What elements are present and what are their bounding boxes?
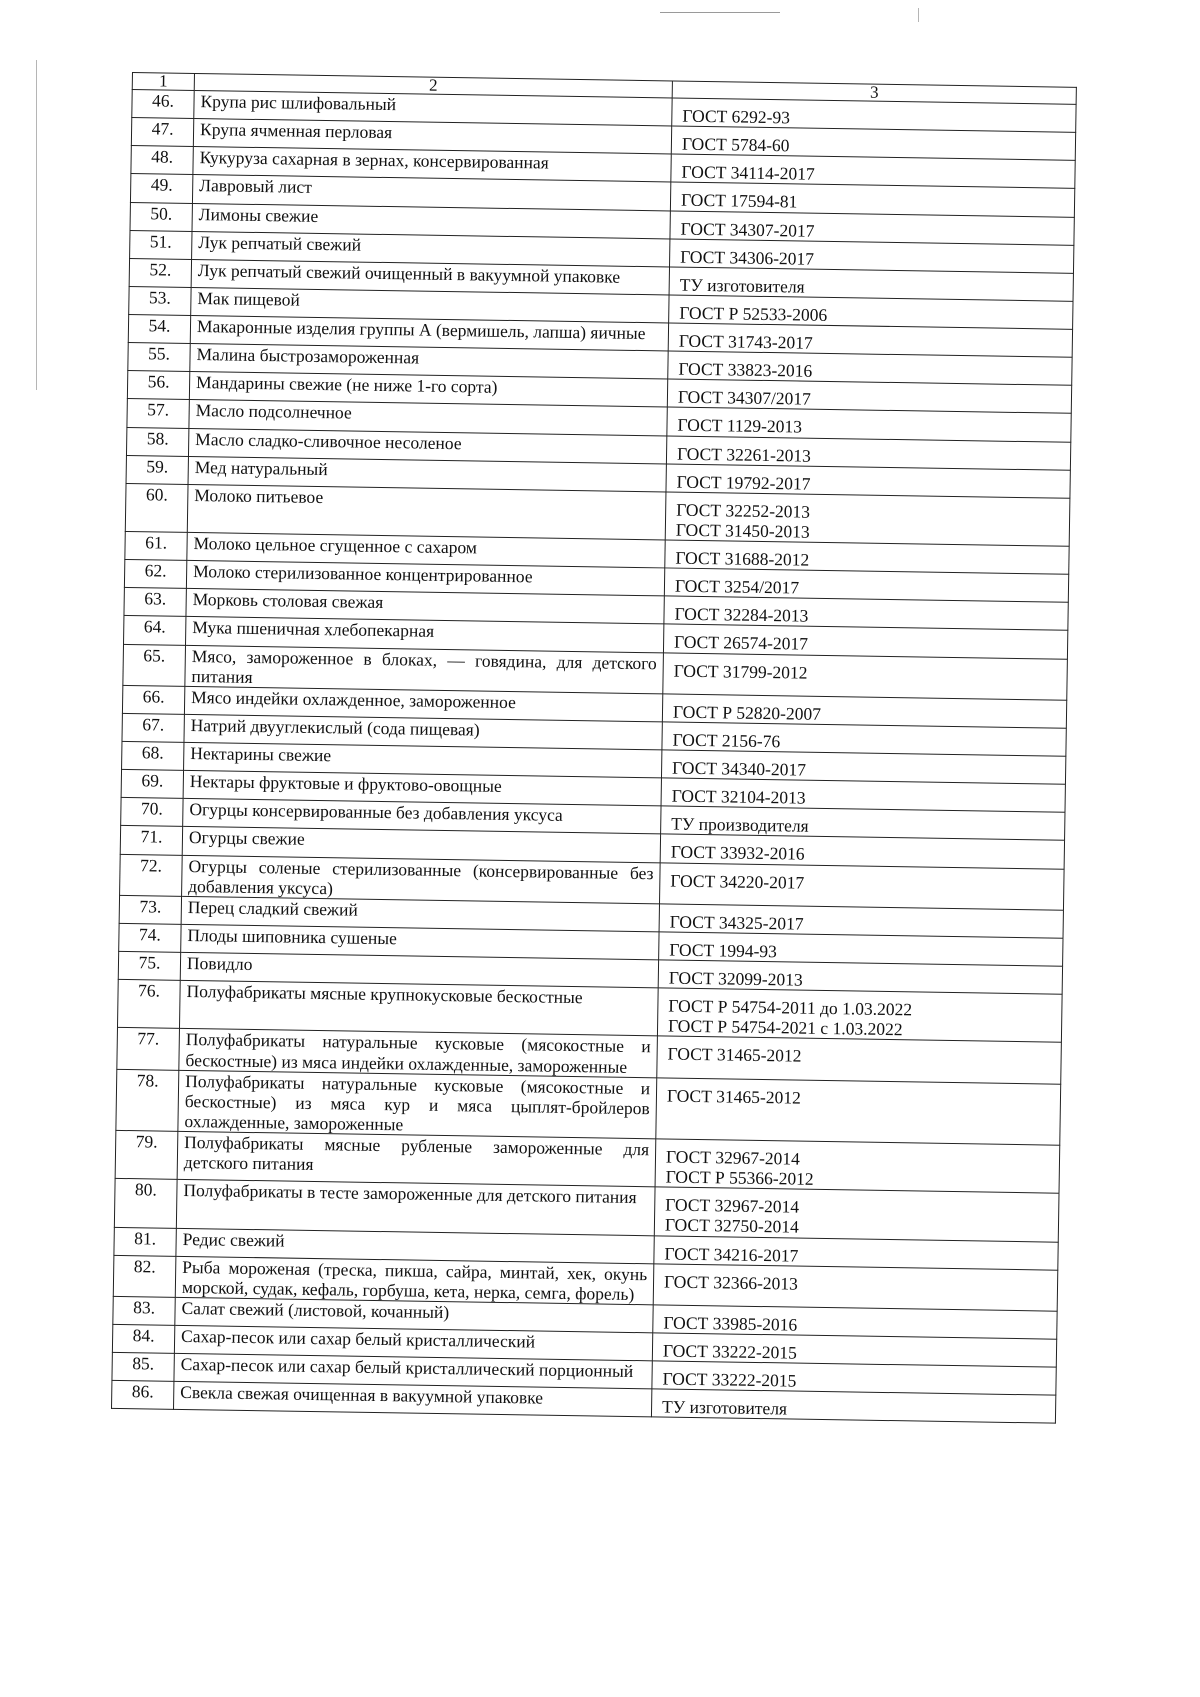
scan-artifact xyxy=(36,60,37,390)
product-name: Рыба мороженая (треска, пикша, сайра, минтай, хек, окунь морской, судак, кефаль, горбуша, кета, нерка, семга, форель) xyxy=(175,1256,654,1305)
column-header-number: 1 xyxy=(132,73,194,91)
standard-code: ГОСТ 34340-2017 xyxy=(671,757,807,780)
standard-code: ГОСТ 31688-2012 xyxy=(675,547,810,570)
row-number: 74. xyxy=(119,923,181,952)
column-header-name: 2 xyxy=(194,73,672,98)
standard-code: ТУ изготовителя xyxy=(661,1396,788,1419)
row-number: 53. xyxy=(129,286,191,315)
standard-code: ГОСТ 5784-60 xyxy=(681,133,790,156)
table-wrapper xyxy=(111,72,1077,1424)
row-number: 66. xyxy=(122,685,184,714)
row-number: 63. xyxy=(124,588,186,617)
product-name: Перец сладкий свежий xyxy=(181,896,659,932)
product-name: Молоко цельное сгущенное с сахаром xyxy=(187,532,665,568)
column-header-standard: 3 xyxy=(672,81,1076,104)
product-name: Редис свежий xyxy=(176,1228,654,1264)
standard-code: ТУ изготовителя xyxy=(679,274,805,297)
standard-code: ГОСТ 31465-2012 xyxy=(667,1043,802,1067)
product-name: Морковь столовая свежая xyxy=(186,589,664,625)
product-name: Натрий двууглекислый (сода пищевая) xyxy=(184,714,662,750)
standard-code: ГОСТ 34325-2017 xyxy=(669,911,804,934)
scan-artifact xyxy=(918,8,919,22)
standard-cell xyxy=(657,1036,1062,1084)
product-name: Огурцы соленые стерилизованные (консервированные без добавления уксуса) xyxy=(182,855,661,904)
standard-cell xyxy=(660,862,1065,910)
standard-code: ГОСТ 32261-2013 xyxy=(676,443,812,466)
standard-code: ГОСТ 2156-76 xyxy=(672,729,781,752)
standard-code: ГОСТ 32104-2013 xyxy=(671,785,806,808)
row-number: 64. xyxy=(124,616,186,645)
standard-code: ГОСТ 17594-81 xyxy=(680,190,798,212)
product-name: Малина быстрозамороженная xyxy=(190,344,668,380)
product-name: Плоды шиповника сушеные xyxy=(181,924,659,960)
standard-code: ГОСТ 34307-2017 xyxy=(680,218,815,241)
standard-code: ГОСТ 32284-2013 xyxy=(674,603,809,626)
standard-code: ГОСТ 34216-2017 xyxy=(664,1243,799,1266)
product-name: Крупа ячменная перловая xyxy=(193,119,671,155)
product-name: Макаронные изделия группы А (вермишель, лапша) яичные xyxy=(190,315,668,351)
standard-cell xyxy=(655,1139,1060,1194)
standard-code: ГОСТ 1129-2013 xyxy=(677,414,803,437)
standard-cell xyxy=(656,1077,1061,1145)
standard-code: ГОСТ 34114-2017 xyxy=(681,161,815,184)
standard-code: ГОСТ Р 52820-2007 xyxy=(672,701,822,724)
standard-code: ТУ производителя xyxy=(671,813,809,836)
row-number: 52. xyxy=(129,258,191,287)
product-name: Салат свежий (листовой, кочанный) xyxy=(175,1297,653,1333)
row-number: 86. xyxy=(112,1381,174,1410)
standard-code: ГОСТ 6292-93 xyxy=(682,105,791,128)
product-name: Полуфабрикаты мясные крупнокусковые бескостные xyxy=(179,980,658,1036)
row-number: 78. xyxy=(116,1069,179,1131)
row-number: 68. xyxy=(122,741,184,770)
standard-code: ГОСТ 33932-2016 xyxy=(670,841,805,865)
row-number: 75. xyxy=(118,951,180,980)
row-number: 71. xyxy=(120,826,182,855)
product-name: Молоко питьевое xyxy=(187,484,666,540)
standard-code: ГОСТ 31450-2013 xyxy=(675,519,810,542)
row-number: 72. xyxy=(120,854,183,896)
product-name: Кукуруза сахарная в зернах, консервированная xyxy=(193,147,671,183)
product-name: Свекла свежая очищенная в вакуумной упаковке xyxy=(173,1382,651,1418)
row-number: 70. xyxy=(121,798,183,827)
product-name: Полуфабрикаты в тесте замороженные для детского питания xyxy=(176,1180,655,1236)
product-name: Лимоны свежие xyxy=(192,203,670,239)
product-name: Сахар-песок или сахар белый кристаллический xyxy=(174,1325,652,1361)
table-body xyxy=(112,90,1077,1424)
row-number: 56. xyxy=(127,371,189,400)
product-name: Крупа рис шлифовальный xyxy=(194,90,672,126)
product-name: Огурцы свежие xyxy=(182,827,660,863)
product-name: Полуфабрикаты натуральные кусковые (мясокостные и бескостные) из мяса кур и мяса цыплят-бройлеров охлажденные, замороженные xyxy=(178,1070,657,1139)
row-number: 67. xyxy=(122,713,184,742)
row-number: 50. xyxy=(130,202,192,231)
row-number: 69. xyxy=(121,770,183,799)
row-number: 48. xyxy=(131,146,193,175)
row-number: 81. xyxy=(114,1227,176,1256)
standard-cell xyxy=(653,1263,1058,1311)
product-name: Полуфабрикаты натуральные кусковые (мясокостные и бескостные) из мяса индейки охлажденные, замороженные xyxy=(179,1029,658,1078)
standard-code: ГОСТ 33823-2016 xyxy=(678,358,813,381)
row-number: 54. xyxy=(128,314,190,343)
standard-code: ГОСТ Р 52533-2006 xyxy=(679,302,828,325)
row-number: 79. xyxy=(115,1130,178,1179)
product-name: Повидло xyxy=(180,952,658,988)
product-name: Молоко стерилизованное концентрированное xyxy=(186,561,664,597)
product-name: Мясо индейки охлажденное, замороженное xyxy=(184,686,662,722)
standard-cell xyxy=(651,1389,1055,1423)
product-name: Лук репчатый свежий xyxy=(192,231,670,267)
product-name: Масло подсолнечное xyxy=(189,400,667,436)
row-number: 83. xyxy=(113,1296,175,1325)
row-number: 85. xyxy=(112,1352,174,1381)
product-name: Нектарины свежие xyxy=(184,742,662,778)
product-name: Полуфабрикаты мясные рубленые замороженные для детского питания xyxy=(177,1131,656,1187)
row-number: 55. xyxy=(128,343,190,372)
standard-code: ГОСТ 34220-2017 xyxy=(670,870,805,893)
row-number: 77. xyxy=(117,1028,180,1070)
row-number: 65. xyxy=(123,644,186,686)
product-name: Сахар-песок или сахар белый кристаллический порционный xyxy=(174,1353,652,1389)
row-number: 73. xyxy=(119,895,181,924)
row-number: 61. xyxy=(125,531,187,560)
product-name: Огурцы консервированные без добавления уксуса xyxy=(183,799,661,835)
product-name: Мандарины свежие (не ниже 1-го сорта) xyxy=(189,372,667,408)
standard-code: ГОСТ 19792-2017 xyxy=(676,471,811,494)
row-number: 82. xyxy=(113,1255,176,1297)
row-number: 84. xyxy=(112,1324,174,1353)
standard-code: ГОСТ 33222-2015 xyxy=(662,1340,797,1363)
standard-code: ГОСТ 31799-2012 xyxy=(673,660,808,683)
product-name: Мед натуральный xyxy=(188,456,666,492)
product-name: Мак пищевой xyxy=(191,287,669,323)
standard-code: ГОСТ 33985-2016 xyxy=(663,1312,798,1335)
standard-cell xyxy=(657,988,1062,1043)
standard-code: ГОСТ 32967-2014 xyxy=(665,1146,801,1169)
standard-cell xyxy=(663,652,1068,700)
standard-code: ГОСТ 31743-2017 xyxy=(678,330,813,353)
standard-cell xyxy=(654,1187,1059,1242)
product-name: Нектары фруктовые и фруктово-овощные xyxy=(183,771,661,807)
row-number: 57. xyxy=(127,399,189,428)
product-name: Лук репчатый свежий очищенный в вакуумной упаковке xyxy=(191,259,669,295)
row-number: 76. xyxy=(117,980,180,1029)
standard-cell xyxy=(665,492,1070,547)
standard-code: ГОСТ 33222-2015 xyxy=(662,1368,797,1391)
row-number: 49. xyxy=(130,174,192,203)
standard-code: ГОСТ 31465-2012 xyxy=(666,1085,801,1108)
product-name: Масло сладко-сливочное несоленое xyxy=(188,428,666,464)
standard-code: ГОСТ 32750-2014 xyxy=(664,1214,799,1237)
row-number: 51. xyxy=(130,230,192,259)
row-number: 62. xyxy=(124,560,186,589)
standard-code: ГОСТ 32967-2014 xyxy=(665,1194,800,1217)
row-number: 46. xyxy=(132,90,194,119)
standard-code: ГОСТ 26574-2017 xyxy=(673,631,809,655)
product-name: Мясо, замороженное в блоках, — говядина, для детского питания xyxy=(185,645,664,694)
standard-code: ГОСТ 32252-2013 xyxy=(676,499,811,522)
standard-code: ГОСТ Р 54754-2011 до 1.03.2022 xyxy=(668,995,913,1020)
standard-code: ГОСТ 32366-2013 xyxy=(663,1271,799,1294)
standard-code: ГОСТ 1994-93 xyxy=(669,939,778,962)
product-name: Мука пшеничная хлебопекарная xyxy=(186,617,664,653)
standard-code: ГОСТ 34306-2017 xyxy=(680,246,815,269)
standard-code: ГОСТ 34307/2017 xyxy=(677,386,811,409)
standard-code: ГОСТ Р 55366-2012 xyxy=(665,1166,814,1189)
row-number: 80. xyxy=(114,1179,177,1228)
standard-code: ГОСТ 3254/2017 xyxy=(674,575,800,598)
product-name: Лавровый лист xyxy=(192,175,670,211)
row-number: 59. xyxy=(126,455,188,484)
products-standards-table xyxy=(111,72,1077,1424)
row-number: 47. xyxy=(131,118,193,147)
row-number: 60. xyxy=(125,483,188,532)
standard-code: ГОСТ 32099-2013 xyxy=(668,967,803,990)
row-number: 58. xyxy=(126,427,188,456)
scan-artifact xyxy=(660,12,780,13)
standard-code: ГОСТ Р 54754-2021 с 1.03.2022 xyxy=(667,1015,903,1040)
